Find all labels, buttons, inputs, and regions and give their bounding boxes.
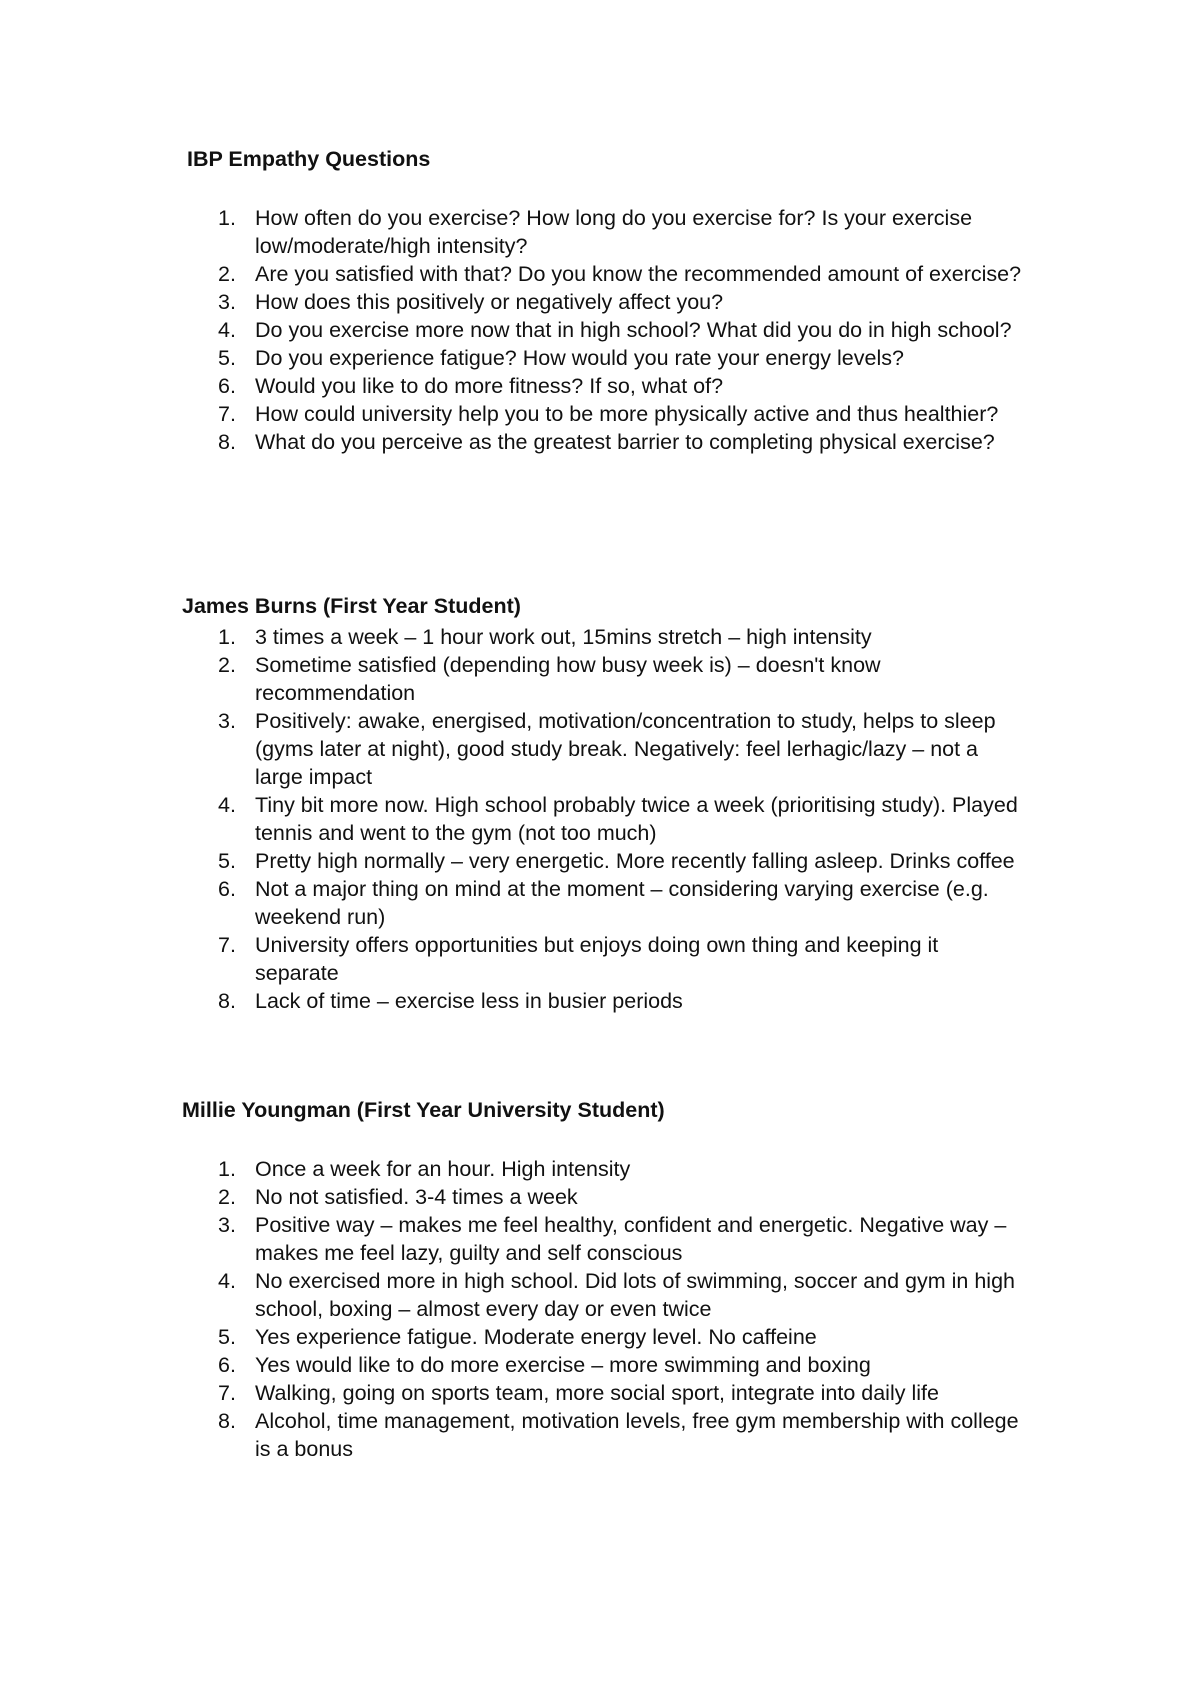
list-item (182, 1407, 1025, 1463)
item-number: 1. (218, 625, 236, 649)
item-number: 1. (218, 206, 236, 230)
list-item (182, 344, 1025, 372)
item-text: Tiny bit more now. High school probably twice a week (prioritising study). Played tennis and went to the gym (not too much) (255, 793, 1018, 845)
list-item (182, 847, 1025, 875)
item-text: 3 times a week – 1 hour work out, 15mins stretch – high intensity (255, 625, 872, 649)
item-text: Yes would like to do more exercise – more swimming and boxing (255, 1353, 871, 1377)
item-number: 6. (218, 1353, 236, 1377)
item-text: Pretty high normally – very energetic. More recently falling asleep. Drinks coffee (255, 849, 1015, 873)
list-item (182, 1379, 1025, 1407)
list-item (182, 1183, 1025, 1211)
list-item (182, 372, 1025, 400)
item-number: 2. (218, 1185, 236, 1209)
item-number: 3. (218, 1213, 236, 1237)
list-item (182, 428, 1025, 456)
item-number: 5. (218, 1325, 236, 1349)
item-text: Would you like to do more fitness? If so, what of? (255, 374, 724, 398)
list-item (182, 204, 1025, 260)
item-text: Are you satisfied with that? Do you know the recommended amount of exercise? (255, 262, 1022, 286)
item-number: 4. (218, 793, 236, 817)
list-item (182, 875, 1025, 931)
item-number: 8. (218, 1409, 236, 1433)
item-number: 5. (218, 346, 236, 370)
item-number: 8. (218, 430, 236, 454)
item-number: 5. (218, 849, 236, 873)
section-heading: Millie Youngman (First Year University Student) (182, 1098, 665, 1122)
item-text: Positive way – makes me feel healthy, confident and energetic. Negative way – makes me feel lazy, guilty and self conscious (255, 1213, 1007, 1265)
list-item (182, 260, 1025, 288)
list-item (182, 1211, 1025, 1267)
item-number: 8. (218, 989, 236, 1013)
answer-list (182, 623, 1042, 1015)
item-text: Do you exercise more now that in high school? What did you do in high school? (255, 318, 1012, 342)
question-list (182, 204, 1042, 456)
item-text: Do you experience fatigue? How would you rate your energy levels? (255, 346, 904, 370)
item-text: Walking, going on sports team, more social sport, integrate into daily life (255, 1381, 939, 1405)
list-item (182, 316, 1025, 344)
item-number: 3. (218, 290, 236, 314)
item-number: 2. (218, 262, 236, 286)
list-item (182, 707, 1025, 791)
item-text: Alcohol, time management, motivation levels, free gym membership with college is a bonus (255, 1409, 1019, 1461)
section-millie-youngman (182, 1096, 1042, 1463)
section-james-burns (182, 592, 1042, 1015)
item-text: No not satisfied. 3-4 times a week (255, 1185, 578, 1209)
list-item (182, 1267, 1025, 1323)
item-text: Once a week for an hour. High intensity (255, 1157, 631, 1181)
item-number: 6. (218, 374, 236, 398)
item-text: What do you perceive as the greatest barrier to completing physical exercise? (255, 430, 995, 454)
item-number: 7. (218, 933, 236, 957)
item-number: 7. (218, 1381, 236, 1405)
list-item (182, 791, 1025, 847)
list-item (182, 987, 1025, 1015)
item-number: 2. (218, 653, 236, 677)
item-number: 4. (218, 318, 236, 342)
section-heading: IBP Empathy Questions (187, 147, 431, 171)
item-text: University offers opportunities but enjoys doing own thing and keeping it separate (255, 933, 939, 985)
item-text: Lack of time – exercise less in busier periods (255, 989, 683, 1013)
list-item (182, 1323, 1025, 1351)
item-text: Not a major thing on mind at the moment – considering varying exercise (e.g. weekend run) (255, 877, 989, 929)
list-item (182, 1155, 1025, 1183)
list-item (182, 1351, 1025, 1379)
list-item (182, 400, 1025, 428)
list-item (182, 931, 1025, 987)
item-text: How often do you exercise? How long do you exercise for? Is your exercise low/moderate/high intensity? (255, 206, 973, 258)
section-empathy-questions (182, 145, 1042, 456)
answer-list (182, 1155, 1042, 1463)
item-number: 3. (218, 709, 236, 733)
list-item (182, 651, 1025, 707)
item-number: 1. (218, 1157, 236, 1181)
item-text: Positively: awake, energised, motivation/concentration to study, helps to sleep (gyms later at night), good study break. Negatively: feel lerhagic/lazy – not a large impact (255, 709, 996, 789)
item-text: How does this positively or negatively affect you? (255, 290, 724, 314)
item-number: 4. (218, 1269, 236, 1293)
item-text: No exercised more in high school. Did lots of swimming, soccer and gym in high school, boxing – almost every day or even twice (255, 1269, 1015, 1321)
list-item (182, 288, 1025, 316)
section-heading: James Burns (First Year Student) (182, 594, 521, 618)
item-text: Sometime satisfied (depending how busy week is) – doesn't know recommendation (255, 653, 881, 705)
item-number: 7. (218, 402, 236, 426)
list-item (182, 623, 1025, 651)
item-text: How could university help you to be more physically active and thus healthier? (255, 402, 999, 426)
item-number: 6. (218, 877, 236, 901)
item-text: Yes experience fatigue. Moderate energy level. No caffeine (255, 1325, 817, 1349)
